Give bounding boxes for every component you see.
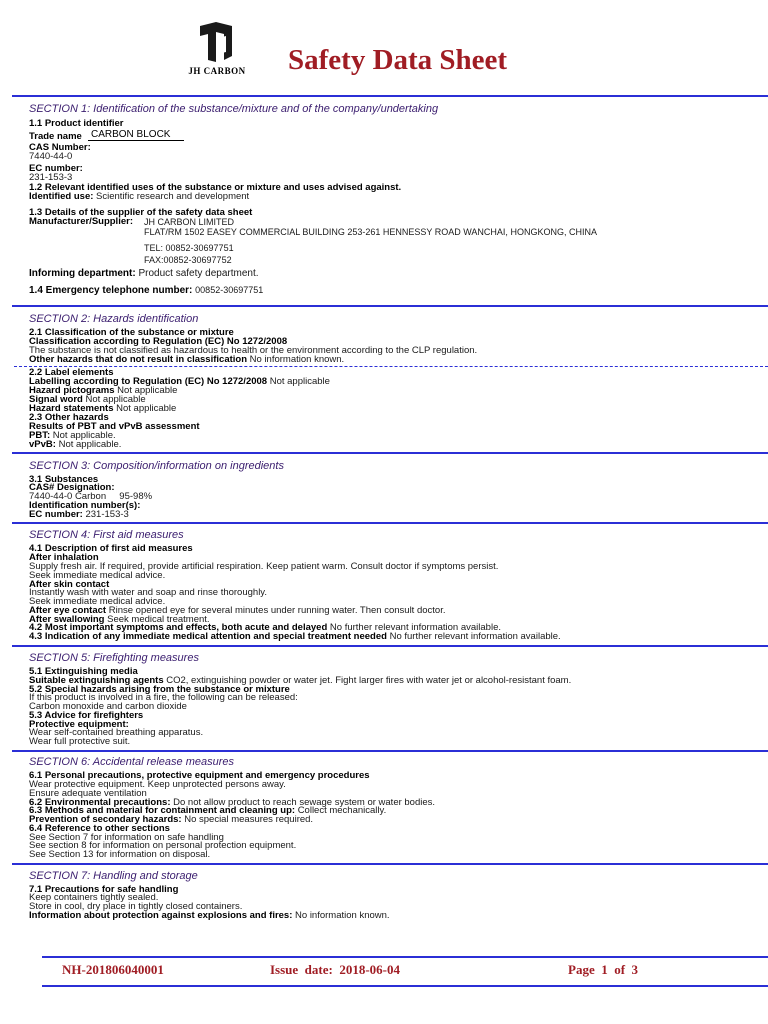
- cas-value: 7440-44-0: [29, 151, 73, 162]
- divider: [12, 452, 768, 454]
- s5-line: Protective equipment:: [29, 719, 129, 730]
- s3-line: CAS# Designation:: [29, 482, 115, 493]
- s6-line: 6.1 Personal precautions, protective equipment and emergency procedures: [29, 770, 370, 781]
- divider: [12, 522, 768, 524]
- divider: [12, 305, 768, 307]
- section-5-heading: SECTION 5: Firefighting measures: [29, 652, 199, 664]
- s2-line: 2.1 Classification of the substance or mixture: [29, 327, 234, 338]
- s4-line: 4.1 Description of first aid measures: [29, 543, 193, 554]
- s4-line: After swallowing Seek medical treatment.: [29, 614, 210, 625]
- section-3-heading: SECTION 3: Composition/information on ingredients: [29, 460, 284, 472]
- cas-label: CAS Number:: [29, 142, 91, 153]
- trade-name-value: CARBON BLOCK: [88, 129, 184, 141]
- s4-line: After skin contact: [29, 579, 110, 590]
- s3-line: 3.1 Substances: [29, 474, 99, 485]
- s3-line: Identification number(s):: [29, 500, 141, 511]
- section-7-heading: SECTION 7: Handling and storage: [29, 870, 198, 882]
- s5-line: Wear full protective suit.: [29, 736, 131, 747]
- divider: [12, 95, 768, 97]
- informing-department: Informing department: Product safety department.: [29, 268, 259, 279]
- s2-line: PBT: Not applicable.: [29, 430, 116, 441]
- s2-line: Hazard pictograms Not applicable: [29, 385, 178, 396]
- divider: [12, 645, 768, 647]
- s5-line: If this product is involved in a fire, the following can be released:: [29, 692, 298, 703]
- s7-line: Store in cool, dry place in tightly closed containers.: [29, 901, 243, 912]
- uses-heading: 1.2 Relevant identified uses of the substance or mixture and uses advised against.: [29, 182, 402, 193]
- s5-line: 5.3 Advice for firefighters: [29, 710, 144, 721]
- s2-line: Hazard statements Not applicable: [29, 403, 177, 414]
- product-identifier-label: 1.1 Product identifier: [29, 118, 124, 129]
- s2-line: The substance is not classified as hazardous to health or the environment according to the CLP regulation.: [29, 345, 478, 356]
- page-number: Page 1 of 3: [568, 962, 639, 977]
- s2-line: Signal word Not applicable: [29, 394, 146, 405]
- s2-line: Results of PBT and vPvB assessment: [29, 421, 200, 432]
- s4-line: 4.3 Indication of any immediate medical attention and special treatment needed No further relevant information available.: [29, 631, 561, 642]
- s5-line: Carbon monoxide and carbon dioxide: [29, 701, 187, 712]
- s6-line: 6.3 Methods and material for containment and cleaning up: Collect mechanically.: [29, 805, 387, 816]
- identified-use: Identified use: Scientific research and development: [29, 191, 250, 202]
- trade-name-label: Trade name: [29, 131, 82, 142]
- s7-line: Keep containers tightly sealed.: [29, 892, 159, 903]
- manufacturer-address: FLAT/RM 1502 EASEY COMMERCIAL BUILDING 253-261 HENNESSY ROAD WANCHAI, HONGKONG, CHINA: [144, 227, 597, 237]
- s4-line: Supply fresh air. If required, provide artificial respiration. Keep patient warm. Consult doctor if symptoms persist.: [29, 561, 499, 572]
- footer-divider: [42, 985, 768, 987]
- s5-line: Wear self-contained breathing apparatus.: [29, 727, 204, 738]
- document-title: Safety Data Sheet: [288, 44, 508, 76]
- dashed-divider: [14, 366, 768, 367]
- section-6-heading: SECTION 6: Accidental release measures: [29, 756, 235, 768]
- divider: [12, 863, 768, 865]
- s6-line: See Section 7 for information on safe handling: [29, 832, 224, 843]
- s2-line: vPvB: Not applicable.: [29, 439, 122, 450]
- logo-text: JH CARBON: [188, 66, 246, 76]
- s2-line: Other hazards that do not result in classification No information known.: [29, 354, 345, 365]
- s3-line: EC number: 231-153-3: [29, 509, 129, 520]
- document-number: NH-201806040001: [62, 962, 164, 977]
- s5-line: Suitable extinguishing agents CO2, extinguishing powder or water jet. Fight larger fires with water jet or alcohol-resistant foam.: [29, 675, 572, 686]
- manufacturer-name: JH CARBON LIMITED: [144, 217, 235, 227]
- s4-line: Seek immediate medical advice.: [29, 596, 166, 607]
- section-2-heading: SECTION 2: Hazards identification: [29, 313, 199, 325]
- s4-line: Instantly wash with water and soap and rinse thoroughly.: [29, 587, 267, 598]
- s5-line: 5.1 Extinguishing media: [29, 666, 138, 677]
- manufacturer-label: Manufacturer/Supplier:: [29, 216, 133, 227]
- telephone: TEL: 00852-30697751: [144, 243, 234, 253]
- ec-value: 231-153-3: [29, 172, 73, 183]
- section-1-heading: SECTION 1: Identification of the substance/mixture and of the company/undertaking: [29, 103, 439, 115]
- s6-line: Ensure adequate ventilation: [29, 788, 147, 799]
- issue-date: Issue date: 2018-06-04: [270, 962, 400, 977]
- s7-line: 7.1 Precautions for safe handling: [29, 884, 179, 895]
- s6-line: Wear protective equipment. Keep unprotected persons away.: [29, 779, 286, 790]
- s6-line: See Section 13 for information on disposal.: [29, 849, 211, 860]
- s2-line: Labelling according to Regulation (EC) No 1272/2008 Not applicable: [29, 376, 330, 387]
- s2-line: 2.2 Label elements: [29, 367, 114, 378]
- s4-line: After eye contact Rinse opened eye for several minutes under running water. Then consult doctor.: [29, 605, 446, 616]
- s6-line: 6.2 Environmental precautions: Do not allow product to reach sewage system or water bodies.: [29, 797, 436, 808]
- s6-line: Prevention of secondary hazards: No special measures required.: [29, 814, 314, 825]
- footer-divider: [42, 956, 768, 958]
- logo-mark-icon: [192, 22, 242, 64]
- s7-line: Information about protection against explosions and fires: No information known.: [29, 910, 390, 921]
- s4-line: Seek immediate medical advice.: [29, 570, 166, 581]
- s6-line: See section 8 for information on personal protection equipment.: [29, 840, 297, 851]
- s6-line: 6.4 Reference to other sections: [29, 823, 170, 834]
- s3-line: 7440-44-0 Carbon 95-98%: [29, 491, 153, 502]
- s2-line: Classification according to Regulation (EC) No 1272/2008: [29, 336, 288, 347]
- emergency-telephone: 1.4 Emergency telephone number: 00852-30697751: [29, 285, 264, 296]
- s2-line: 2.3 Other hazards: [29, 412, 109, 423]
- s4-line: 4.2 Most important symptoms and effects, both acute and delayed No further relevant information available.: [29, 622, 501, 633]
- company-logo: [172, 22, 262, 82]
- supplier-heading: 1.3 Details of the supplier of the safety data sheet: [29, 207, 253, 218]
- s4-line: After inhalation: [29, 552, 99, 563]
- divider: [12, 750, 768, 752]
- ec-label: EC number:: [29, 163, 83, 174]
- fax: FAX:00852-30697752: [144, 255, 232, 265]
- s5-line: 5.2 Special hazards arising from the substance or mixture: [29, 684, 290, 695]
- section-4-heading: SECTION 4: First aid measures: [29, 529, 184, 541]
- page-header: [0, 0, 768, 95]
